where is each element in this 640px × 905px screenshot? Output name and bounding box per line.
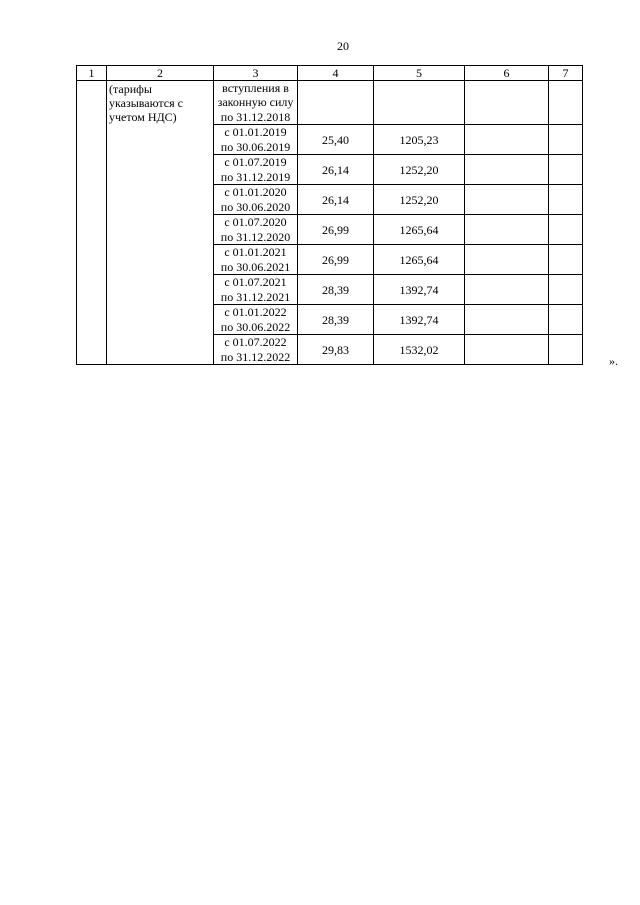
period-cell	[214, 245, 298, 275]
value-col7	[549, 335, 583, 365]
period-end: по 31.12.2019	[220, 169, 291, 184]
period-cell	[214, 125, 298, 155]
value-col5: 1252,20	[374, 155, 465, 185]
period-start: с 01.07.2019	[224, 155, 287, 170]
value-col4: 25,40	[298, 125, 374, 155]
period-end: по 31.12.2021	[220, 289, 291, 304]
period-end: по 31.12.2022	[220, 349, 291, 364]
value-col4: 28,39	[298, 305, 374, 335]
period-end: по 30.06.2019	[220, 139, 291, 154]
value-col6	[465, 215, 549, 245]
period-start: с 01.07.2022	[224, 335, 287, 350]
value-col7	[549, 215, 583, 245]
value-col7	[549, 125, 583, 155]
value-col6	[465, 125, 549, 155]
closing-quote: ».	[609, 354, 618, 368]
period-start: с 01.01.2021	[224, 245, 287, 260]
period-cell	[214, 185, 298, 215]
value-col4: 26,14	[298, 155, 374, 185]
period-end: по 31.12.2020	[220, 229, 291, 244]
value-col4: 29,83	[298, 335, 374, 365]
period-start: с 01.01.2020	[224, 185, 287, 200]
period-cell	[214, 305, 298, 335]
value-col5: 1392,74	[374, 305, 465, 335]
page-number: 20	[337, 39, 349, 53]
column-header: 4	[298, 66, 374, 81]
value-col5: 1205,23	[374, 125, 465, 155]
tariff-note: (тарифы указываются с учетом НДС)	[107, 81, 214, 365]
period-start: с 01.07.2020	[224, 215, 287, 230]
value-col5: 1265,64	[374, 245, 465, 275]
period-cell	[214, 275, 298, 305]
table-header-row	[77, 66, 583, 81]
period-cell	[214, 335, 298, 365]
value-col6	[465, 305, 549, 335]
period-end: по 30.06.2021	[220, 259, 291, 274]
value-col5: 1532,02	[374, 335, 465, 365]
column-header: 7	[549, 66, 583, 81]
value-col6	[465, 185, 549, 215]
period-start: с 01.07.2021	[224, 275, 287, 290]
column-header: 3	[214, 66, 298, 81]
value-col4: 26,14	[298, 185, 374, 215]
value-col5: 1392,74	[374, 275, 465, 305]
period-cell	[214, 155, 298, 185]
value-col4	[298, 81, 374, 125]
value-col7	[549, 155, 583, 185]
value-col4: 26,99	[298, 245, 374, 275]
value-col6	[465, 275, 549, 305]
value-col7	[549, 81, 583, 125]
column-header: 2	[107, 66, 214, 81]
value-col4: 26,99	[298, 215, 374, 245]
period-cell	[214, 81, 298, 125]
table-row	[77, 81, 583, 125]
value-col5	[374, 81, 465, 125]
column-header: 6	[465, 66, 549, 81]
period-cell	[214, 215, 298, 245]
value-col7	[549, 245, 583, 275]
column-header: 5	[374, 66, 465, 81]
value-col5: 1265,64	[374, 215, 465, 245]
value-col6	[465, 81, 549, 125]
tariff-table	[76, 65, 583, 365]
value-col6	[465, 245, 549, 275]
period-start: с 01.01.2019	[224, 125, 287, 140]
value-col7	[549, 305, 583, 335]
column-1-cell	[77, 81, 107, 365]
period-start: с 01.01.2022	[224, 305, 287, 320]
period-start: вступления в законную силу	[217, 81, 294, 110]
value-col4: 28,39	[298, 275, 374, 305]
period-end: по 30.06.2022	[220, 319, 291, 334]
period-end: по 30.06.2020	[220, 199, 291, 214]
value-col6	[465, 155, 549, 185]
value-col7	[549, 275, 583, 305]
value-col5: 1252,20	[374, 185, 465, 215]
value-col7	[549, 185, 583, 215]
value-col6	[465, 335, 549, 365]
column-header: 1	[77, 66, 107, 81]
period-end: по 31.12.2018	[220, 109, 291, 124]
